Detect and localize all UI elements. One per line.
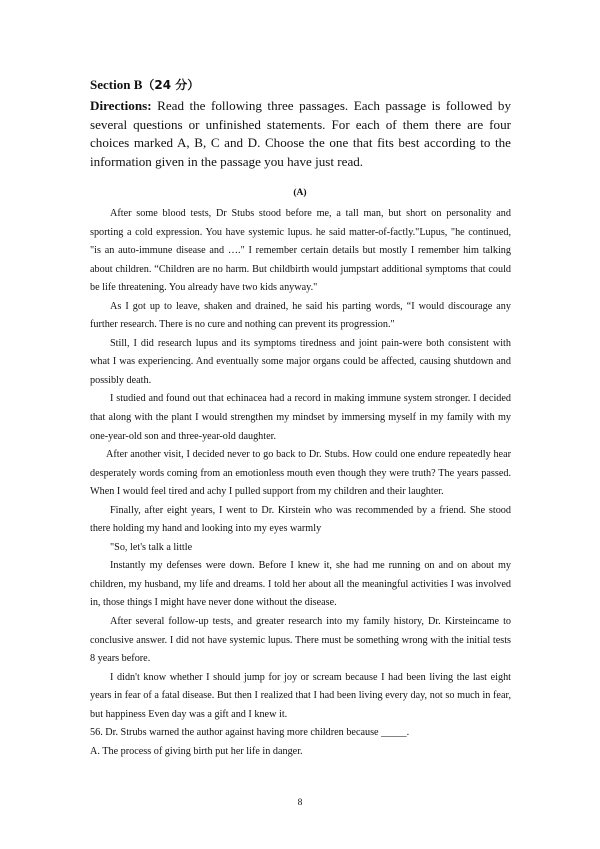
passage-body <box>90 205 511 761</box>
question-56-option-a: A. The process of giving birth put her life in danger. <box>90 745 303 757</box>
directions-text: Read the following three passages. Each passage is followed by several questions or unfinished statements. For each of them there are four choices marked A, B, C and D. Choose the one that fits best according to the information given in the passage you have just read. <box>90 98 511 170</box>
passage-paragraph: After several follow-up tests, and greater research into my family history, Dr. Kirsteincame to conclusive answer. I did not have systemic lupus. There must be something wrong with the initial tests 8 years before. <box>90 616 511 665</box>
passage-marker: (A) <box>293 188 307 198</box>
passage-paragraph: Still, I did research lupus and its symptoms tiredness and joint pain-were both consistent with what I was experiencing. And eventually some major organs could be affected, causing shutdown and possibly death. <box>90 337 511 386</box>
passage-paragraph: As I got up to leave, shaken and drained, he said his parting words, “I would discourage any further research. There is no cure and nothing can prevent its progression." <box>90 300 511 331</box>
section-heading <box>90 76 199 94</box>
page-number: 8 <box>297 798 303 808</box>
directions-label: Directions: <box>90 98 152 113</box>
passage-paragraph: After some blood tests, Dr Stubs stood before me, a tall man, but short on personality and sporting a cold expression. You have systemic lupus. he said matter-of-factly."Lupus, "he continued, "is an auto-immune disease and …." I remember certain details but mostly I remember him talking about children. “Children are no harm. But childbirth would jumpstart additional symptoms that could be life threatening. You already have two kids anyway." <box>90 208 511 294</box>
passage-paragraph: After another visit, I decided never to go back to Dr. Stubs. How could one endure repeatedly hear desperately words coming from an emotionless mouth even though they were truth? The years passed. When I would feel tired and achy I pulled support from my children and their laughter. <box>90 449 511 498</box>
passage-paragraph: Finally, after eight years, I went to Dr. Kirstein who was recommended by a friend. She stood there holding my hand and looking into my eyes warmly <box>90 504 511 535</box>
section-score: （24 分） <box>142 78 200 92</box>
passage-paragraph: Instantly my defenses were down. Before I knew it, she had me running on and on about my children, my husband, my life and dreams. I told her about all the meaningful activities I was involved in, those things I might have never done without the disease. <box>90 560 511 609</box>
passage-paragraph: I studied and found out that echinacea had a record in making immune system stronger. I decided that along with the plant I would strengthen my mindset by immersing myself in my family with my one-year-old son and three-year-old daughter. <box>90 393 511 442</box>
directions <box>90 97 511 172</box>
passage-paragraph: I didn't know whether I should jump for joy or scream because I had been living the last eight years in fear of a fatal disease. But then I realized that I had been living every day, not so much in fear, but happiness Even day was a gift and I knew it. <box>90 671 511 720</box>
section-title: Section B <box>90 77 143 92</box>
question-56: 56. Dr. Strubs warned the author against having more children because _____. <box>90 727 410 739</box>
passage-paragraph: "So, let's talk a little <box>110 541 193 553</box>
